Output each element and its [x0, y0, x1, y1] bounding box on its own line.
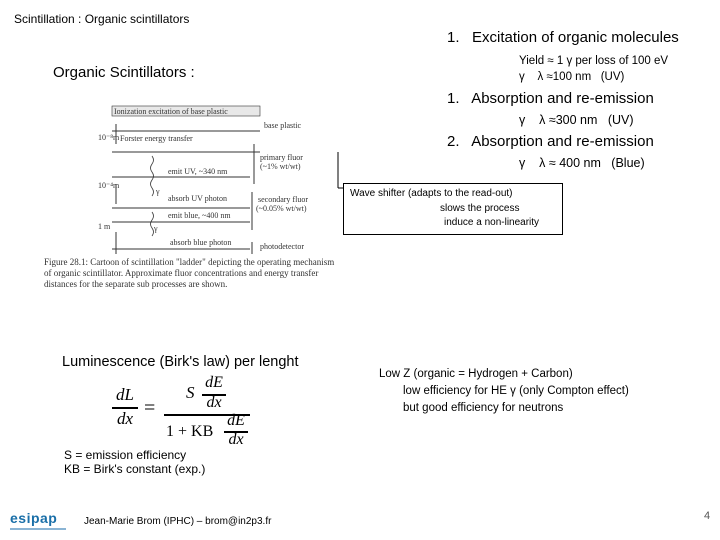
definition-kb: KB = Birk's constant (exp.) [64, 462, 206, 476]
label-distance-2: 10⁻⁴m [98, 181, 120, 190]
point-number: 1. [447, 29, 460, 46]
logo-text: esipap [10, 510, 58, 526]
yield-line: Yield ≈ 1 γ per loss of 100 eV [519, 55, 669, 67]
lowz-line: Low Z (organic = Hydrogen + Carbon) [379, 368, 573, 380]
eq-dE: dE [227, 412, 245, 429]
eq-equals: = [144, 397, 156, 419]
label-gamma: γ [154, 224, 158, 233]
point-text: Absorption and re-emission [471, 133, 654, 150]
label-secondary-conc: (~0.05% wt/wt) [256, 204, 307, 213]
eq-one-plus-kb: 1 + KB [166, 423, 214, 440]
eq-dE: dE [205, 374, 223, 391]
label-emit-uv: emit UV, ~340 nm [168, 167, 228, 176]
luminescence-title: Luminescence (Birk's law) per lenght [62, 354, 299, 370]
shifter-line: Wave shifter (adapts to the read-out) [350, 188, 513, 199]
eq-S: S [186, 383, 195, 402]
definition-s: S = emission efficiency [64, 448, 187, 462]
eq-dx: dx [228, 431, 244, 448]
label-absorb-blue: absorb blue photon [170, 238, 232, 247]
label-emit-blue: emit blue, ~400 nm [168, 211, 231, 220]
point-absorption-1 [447, 90, 654, 107]
shifter-line: slows the process [440, 203, 520, 214]
eq-dL: dL [116, 385, 134, 404]
label-distance-1: 10⁻⁸m [98, 133, 120, 142]
shifter-line: induce a non-linearity [444, 217, 540, 228]
footer-author: Jean-Marie Brom (IPHC) – brom@in2p3.fr [84, 516, 272, 527]
label-primary-fluor: primary fluor [260, 153, 303, 162]
label-gamma: γ [156, 187, 160, 196]
label-secondary-fluor: secondary fluor [258, 195, 308, 204]
point-absorption-2 [447, 133, 654, 150]
point-number: 2. [447, 133, 460, 150]
blue-line: γ λ ≈ 400 nm (Blue) [519, 156, 645, 170]
eq-dx: dx [116, 409, 134, 428]
label-distance-3: 1 m [98, 222, 111, 231]
section-heading: Organic Scintillators : [53, 64, 195, 81]
slide-title: Scintillation : Organic scintillators [14, 12, 190, 26]
page-number: 4 [704, 510, 711, 522]
point-text: Excitation of organic molecules [472, 29, 679, 46]
point-text: Absorption and re-emission [471, 90, 654, 107]
lowz-line: but good efficiency for neutrons [403, 402, 564, 414]
uv100-line: γ λ ≈100 nm (UV) [519, 71, 625, 83]
wave-shifter-box [343, 183, 563, 235]
label-primary-conc: (~1% wt/wt) [260, 162, 301, 171]
uv300-line: γ λ ≈300 nm (UV) [519, 113, 634, 127]
label-base-plastic: base plastic [264, 121, 302, 130]
point-excitation [447, 29, 679, 46]
label-photodetector: photodetector [260, 242, 304, 251]
label-absorb-uv: absorb UV photon [168, 194, 227, 203]
label-ionization: Ionization excitation of base plastic [114, 107, 228, 116]
lowz-line: low efficiency for HE γ (only Compton effect) [403, 385, 629, 397]
esipap-logo [10, 510, 70, 534]
eq-dx: dx [206, 394, 222, 411]
point-number: 1. [447, 90, 460, 107]
figure-caption: Figure 28.1: Cartoon of scintillation "ladder" depicting the operating mechanism of organic scintillator. Approximate fluor concentrations and energy transfer distances for the separate sub processes are shown. [44, 257, 335, 289]
label-forster: Forster energy transfer [120, 134, 193, 143]
